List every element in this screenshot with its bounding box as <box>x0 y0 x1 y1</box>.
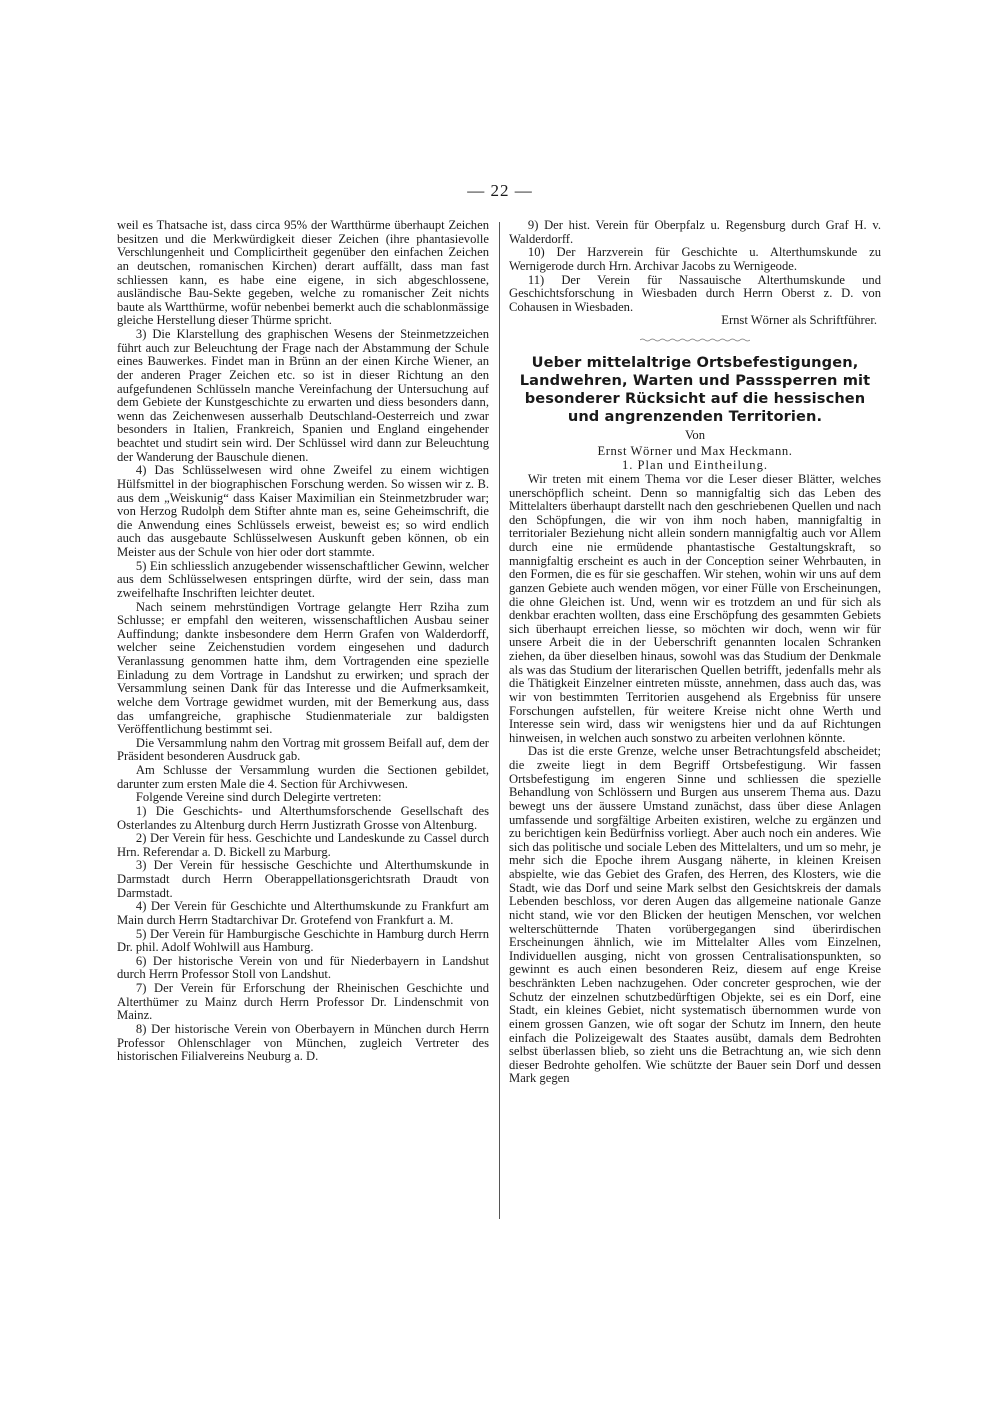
right-column <box>509 219 881 1086</box>
page-number: — 22 — <box>467 181 533 200</box>
society-list-item: 5) Der Verein für Hamburgische Geschichte in Hamburg durch Herrn Dr. phil. Adolf Wohlwill aus Hamburg. <box>117 926 489 955</box>
column-divider <box>499 222 500 1219</box>
left-paragraph: Am Schlusse der Versammlung wurden die Sectionen gebildet, darunter zum ersten Male die 4. Section für Archivwesen. <box>117 763 489 791</box>
society-list-item: 6) Der historische Verein von und für Niederbayern in Landshut durch Herrn Professor Stoll von Landshut. <box>117 953 489 982</box>
left-paragraph: weil es Thatsache ist, dass circa 95% der Wartthürme überhaupt Zeichen besitzen und die Merkwürdigkeit dieser Zeichen (ihre phantasievolle Verschlungenheit und Complicirtheit gegenüber den einfachen Zeichen an deutschen, romanischen Kirchen) derart auffällt, dass man fast schliessen kann, es habe eine eigene, in sich abgeschlossene, ausländische Bau-Sekte gegeben, welche zu romanischer Zeit nichts baute als Wartthürme, wofür nebenbei bemerkt auch die schablonmässige gleiche Herstellung dieser Thürme spricht. <box>117 218 489 328</box>
society-list-item: 3) Der Verein für hessische Geschichte und Alterthumskunde in Darmstadt durch Herrn Oberappellationsgerichtsrath Draudt von Darmstadt. <box>117 858 489 900</box>
article-authors: Ernst Wörner und Max Heckmann. <box>597 443 793 458</box>
left-paragraph: 4) Das Schlüsselwesen wird ohne Zweifel zu einem wichtigen Hülfsmittel in der biographischen Forschung werden. So wissen wir z. B. aus dem „Weiskunig“ dass Kaiser Maximilian ein Steinmetzbruder war; von Herzog Rudolph dem Stifter ahnte man es, seine Geheimschrift, die die Anwendung eines Schlüssels erweist, beweist es; so wird endlich auch das ausgebaute Schlüsselwesen Auskunft geben können, ob ein Meister aus der Schule von hier oder dort stammte. <box>117 463 489 559</box>
article-paragraph: Wir treten mit einem Thema vor die Leser dieser Blätter, welches unerschöpflich scheint. Denn so mannigfaltig sich das Leben des Mittelalters überhaupt darstellt nach den geschriebenen Quellen und nach den Schöpfungen, die wir von ihm noch haben, mannigfaltig in territorialer Beziehung nicht allein sondern mannigfaltig auch vor Allem durch eine nie ermüdende phantastische Gestaltungskraft, so mannigfaltig erscheint es auch in der Conception seiner Wehrbauten, in den Formen, die es für sie geschaffen. Wir stehen, wohin wir uns auf dem ganzen Gebiete auch wenden mögen, vor einer Fülle von Erscheinungen, die ohne Gleichen ist. Und, wenn wir es trotzdem an und für sich als denkbar erachten wollten, dass eine Erschöpfung des gesammten Gebiets sich überhaupt erreichen liesse, so möchten wir doch, wenn wir für unsere Arbeit die in der Ueberschrift genannten localen Schranken ziehen, da über dieselben hinaus, sowohl was das Studium der Denkmale als was das Studium der literarischen Quellen betrifft, jedenfalls mehr als die Thätigkeit Einzelner eintreten müsste, annehmen, dass auch das, was wir von bestimmten Territorien ausgehend als Ergebniss für unsere Forschungen aufstellen, für weitere Kreise nicht ohne Werth und Interesse sein wird, dass wir wenigstens hier und da auf Richtungen hinweisen, in welchen auch sonstwo zu arbeiten verlohnen könnte. <box>509 471 881 745</box>
separator-ornament <box>640 338 750 342</box>
society-list-item: 9) Der hist. Verein für Oberpfalz u. Regensburg durch Graf H. v. Walderdorff. <box>509 218 881 246</box>
section-title: 1. Plan und Eintheilung. <box>621 458 769 473</box>
article-paragraph: Das ist die erste Grenze, welche unser Betrachtungsfeld abscheidet; die zweite liegt in dem Begriff Ortsbefestigung. Wir fassen Ortsbefestigung im engeren Sinne und schliessen die spezielle Behandlung von Schlössern und Burgen aus unserem Thema aus. Dazu bewegt uns der äussere Umstand zunächst, dass über diese Anlagen umfassende und sorgfältige Arbeiten existiren, welche zu ergänzen und zu berichtigen kein Bedürfniss vorliegt. Aber auch noch ein anderes. Wie sich das politische und sociale Leben des Mittelalters, und um so mehr, je mehr sich die Epoche ihrem Ausgang näherte, in kleinen Kreisen abspielte, wie das Gebiet des Grafen, des Herren, des Klosters, wie die Stadt, wie das Dorf und seine Mark selbst den Gesichtskreis der damals Lebenden beschloss, vor deren Augen das allgemeine nationale Ganze nicht stand, wie vor den Blicken der heutigen Menschen, vor welchen welterschütternde Thaten vorübergegangen sind überirdischen Erscheinungen ähnlich, wie im Mittelalter Alles vom Einzelnen, Individuellen ausging, nicht von grossen Centralisationspunkten, so gewinnt es auch einen besonderen Reiz, diesem auf enge Kreise beschränkten Leben nachzugehen. Oder concreter gesprochen, wie der Schutz der einzelnen schutzbedürftigen Objekte, sei es ein Dorf, eine Stadt, ein kleines Gebiet, nicht systematisch übernommen wurde von einem grossen Ganzen, wie oft sogar der Schutz im Innern, den heute einfach die Polizeigewalt des Staates ausübt, damals dem Bedrohten selbst überlassen blieb, so zieht uns die Betrachtung an, wie sich denn dieser Bedrohte geholfen. Wie schützte der Bauer sein Dorf und dessen Mark gegen <box>509 744 881 1086</box>
society-list-item: 10) Der Harzverein für Geschichte u. Alterthumskunde zu Wernigerode durch Hrn. Archivar Jacobs zu Wernigeode. <box>509 245 881 273</box>
left-paragraph: 5) Ein schliesslich anzugebender wissenschaftlicher Gewinn, welcher aus dem Schlüsselwesen entspringen dürfte, wird der sein, dass man zweifelhafte Inschriften leichter deutet. <box>117 558 489 600</box>
society-list-item: 4) Der Verein für Geschichte und Alterthumskunde zu Frankfurt am Main durch Herrn Stadtarchivar Dr. Grotefend von Frankfurt a. M. <box>117 899 489 927</box>
signature: Ernst Wörner als Schriftführer. <box>721 313 877 328</box>
left-paragraph: Die Versammlung nahm den Vortrag mit grossem Beifall auf, dem der Präsident besonderen Ausdruck gab. <box>117 735 489 764</box>
society-list-item: 8) Der historische Verein von Oberbayern in München durch Herrn Professor Ohlenschlager von München, zugleich Vertreter des historischen Filialvereins Neuburg a. D. <box>117 1021 489 1064</box>
left-paragraph: Nach seinem mehrstündigen Vortrage gelangte Herr Rziha zum Schlusse; er empfahl den weiteren, wissenschaftlichen Ausbau seiner Auffindung; dankte insbesondere dem Herrn Grafen von Walderdorff, welcher seine Zeichenstudien vordem eingesehen und dadurch Veranlassung genommen hatte ihm, dem Vortragenden eine spezielle Einladung zu dem Vortrage in Landshut zu erwirken; und sprach der Versammlung seinen Dank für das Interesse und die Aufmerksamkeit, welche dem Vortrage gewidmet wurden, mit der Bemerkung aus, dass das umfangreiche, graphische Studienmateriale zur baldigsten Veröffentlichung bestimmt sei. <box>117 599 489 737</box>
society-list-item: 7) Der Verein für Erforschung der Rheinischen Geschichte und Alterthümer zu Mainz durch Herrn Professor Dr. Lindenschmit von Mainz. <box>117 981 489 1023</box>
article-title: Ueber mittelaltrige Ortsbefestigungen, Landwehren, Warten und Passsperren mit besonderer Rücksicht auf die hessischen und angrenzenden Territorien. <box>519 354 871 425</box>
left-paragraph: 3) Die Klarstellung des graphischen Wesens der Steinmetzzeichen führt auch zur Beleuchtung der Frage nach der Abstammung der Schule eines Bauwerkes. Findet man in Brünn an der einen Kirche Wiener, an der anderen Prager Zeichen etc. so ist in dieser Richtung an den aufgefundenen Schlüsseln manche Vereinfachung der Untersuchung auf dem Gebiete der Kunstgeschichte zu erwarten und diess besonders dann, wenn das Zeichenwesen ausserhalb Deutschland-Oesterreich und zwar besonders in Italien, Frankreich, Spanien und England eingehender beachtet und studirt sein wird. Der Schlüssel wird dann zur Beleuchtung der Wanderung der Bauschule dienen. <box>117 327 489 464</box>
society-list-item: 2) Der Verein für hess. Geschichte und Landeskunde zu Cassel durch Hrn. Referendar a. D. Bickell zu Marburg. <box>117 831 489 859</box>
society-list-item: 1) Die Geschichts- und Alterthumsforschende Gesellschaft des Osterlandes zu Altenburg durch Herrn Justizrath Grosse von Altenburg. <box>117 803 489 832</box>
society-list-item: 11) Der Verein für Nassauische Alterthumskunde und Geschichtsforschung in Wiesbaden durch Herrn Oberst z. D. von Cohausen in Wiesbaden. <box>509 272 881 314</box>
left-paragraph: Folgende Vereine sind durch Delegirte vertreten: <box>135 790 382 805</box>
left-column <box>117 219 489 1064</box>
byline-von: Von <box>684 428 706 442</box>
